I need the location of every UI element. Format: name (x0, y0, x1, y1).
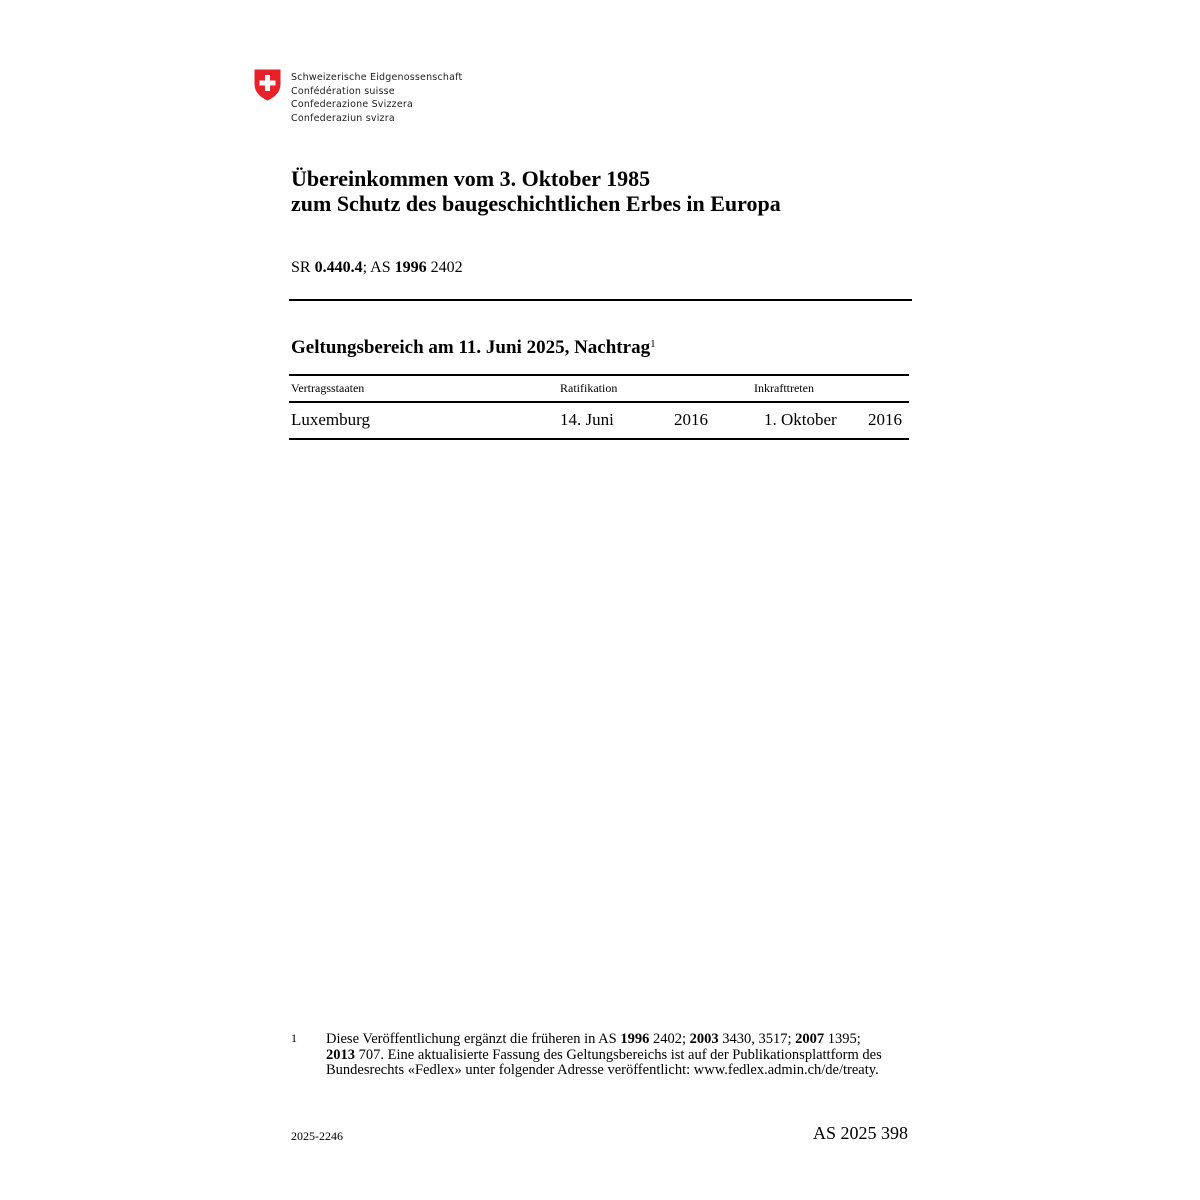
footnote-text (326, 1032, 886, 1079)
section-title: Geltungsbereich am 11. Juni 2025, Nachtrag (291, 337, 651, 358)
document-title (291, 166, 781, 216)
cell-ratification-year: 2016 (674, 410, 708, 429)
table-bottom-rule (289, 438, 909, 440)
footnote-text-part: 2402; (649, 1031, 690, 1047)
brand-line-fr: Confédération suisse (291, 85, 395, 97)
footnote-number: 1 (291, 1031, 297, 1045)
footnote-reference[interactable]: 1 (650, 338, 656, 350)
sr-prefix: SR (291, 259, 315, 276)
brand-line-it: Confederazione Svizzera (291, 99, 414, 110)
footnote-year: 1996 (620, 1031, 650, 1047)
cell-entry-day: 1. Oktober (764, 410, 837, 429)
header-divider (289, 299, 912, 301)
as-year: 1996 (394, 259, 427, 276)
column-header-ratification: Ratifikation (560, 381, 618, 395)
footnote-year: 2007 (795, 1031, 825, 1047)
brand-line-rm: Confederaziun svizra (291, 112, 395, 124)
brand-line-de: Schweizerische Eidgenossenschaft (291, 72, 463, 83)
sr-number: 0.440.4 (314, 259, 363, 276)
footnote-text-part: 707. Eine aktualisierte Fassung des Geltungsbereichs ist auf der Publikationsplattform des Bundesrechts «Fedlex» unter folgender Adresse veröffentlicht: www.fedlex.admin.ch/de/treaty. (326, 1046, 882, 1078)
cell-state: Luxemburg (291, 410, 371, 429)
reference-line (291, 259, 463, 277)
as-page: 2402 (426, 259, 463, 276)
title-line-2: zum Schutz des baugeschichtlichen Erbes in Europa (291, 191, 781, 216)
cell-ratification-day: 14. Juni (560, 410, 614, 429)
table-top-rule (289, 374, 909, 376)
cell-entry-year: 2016 (868, 410, 902, 429)
as-page-reference: AS 2025 398 (812, 1123, 908, 1143)
footnote-text-part: 1395; (824, 1031, 861, 1047)
table-header-rule (289, 401, 909, 403)
as-separator: ; AS (362, 259, 395, 276)
swiss-cross-shield-icon (254, 69, 281, 101)
footnote-text-part: 3430, 3517; (718, 1031, 796, 1047)
footnote-text-part: Diese Veröffentlichung ergänzt die früheren in AS (326, 1031, 621, 1047)
column-header-states: Vertragsstaaten (291, 381, 365, 395)
footnote-year: 2013 (326, 1046, 355, 1063)
section-heading (291, 337, 656, 359)
federal-administration-lines (291, 71, 462, 125)
footnote-year: 2003 (689, 1031, 719, 1047)
column-header-entry-into-force: Inkrafttreten (754, 381, 814, 395)
document-number: 2025-2246 (291, 1129, 343, 1143)
title-line-1: Übereinkommen vom 3. Oktober 1985 (291, 166, 651, 191)
